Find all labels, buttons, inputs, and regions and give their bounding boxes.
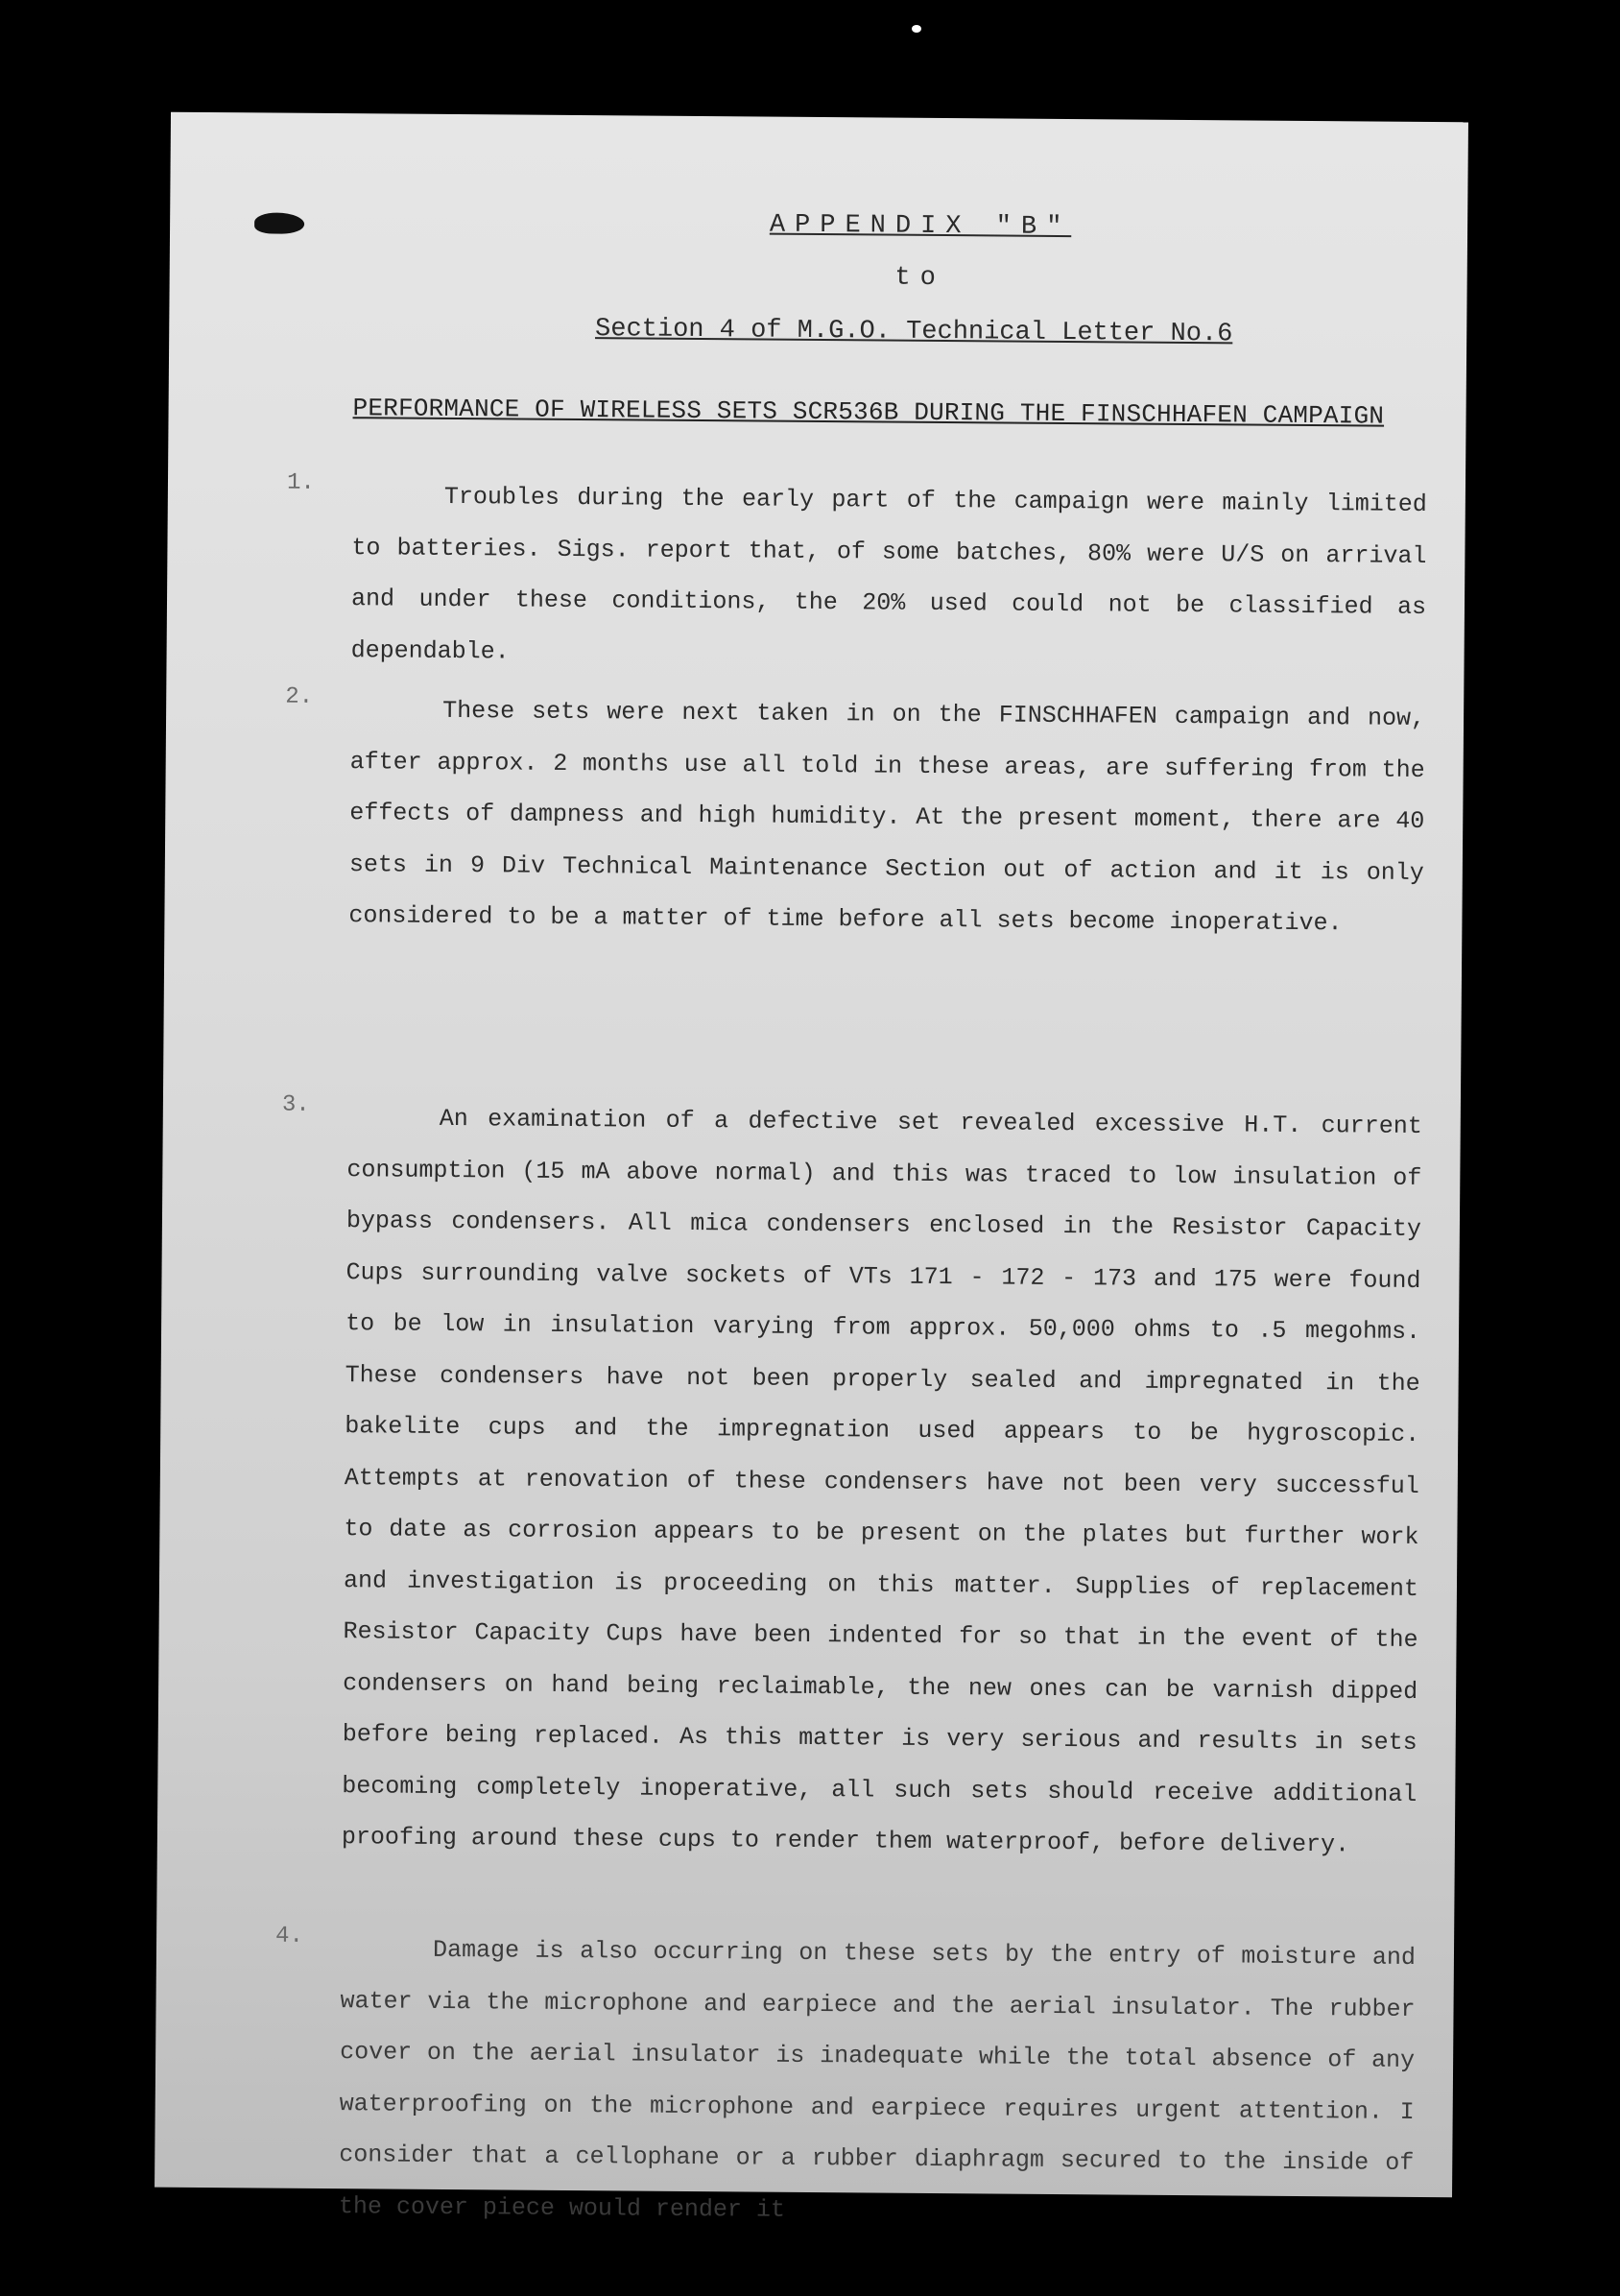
document-page <box>155 112 1468 2224</box>
heading-to: to <box>894 263 946 294</box>
document-title: PERFORMANCE OF WIRELESS SETS SCR536B DURING THE FINSCHHAFEN CAMPAIGN <box>352 394 1385 431</box>
section-reference: Section 4 of M.G.O. Technical Letter No.6 <box>594 315 1233 349</box>
paragraph-number: 2. <box>285 683 314 710</box>
appendix-heading: APPENDIX "B" <box>769 210 1072 243</box>
paragraph-body: An examination of a defective set revealed excessive H.T. current consumption (15 mA above normal) and this was traced to low insulation of bypass condensers. All mica condensers enclosed in the Resistor Capacity Cups surrounding valve sockets of VTs 171 - 172 - 173 and 175 were found to be low in insulation varying from approx. 50,000 ohms to .5 megohms. These condensers have not been properly sealed and impregnated in the bakelite cups and the impregnation used appears to be hygroscopic. Attempts at renovation of these condensers have not been very successful to date as corrosion appears to be present on the plates but further work and investigation is proceeding on this matter. Supplies of replacement Resistor Capacity Cups have been indented for so that in the event of the condensers on hand being reclaimable, the new ones can be varnish dipped before being replaced. As this matter is very serious and results in sets becoming completely inoperative, all such sets should receive additional proofing around these cups to render them waterproof, before delivery. <box>341 1104 1422 1859</box>
paragraph-body: Damage is also occurring on these sets by the entry of moisture and water via the microphone and earpiece and the aerial insulator. The rubber cover on the aerial insulator is inadequate while the total absence of any waterproofing on the microphone and earpiece requires urgent attention. I consider that a cellophane or a rubber diaphragm secured to the inside of the cover piece would render it <box>338 1935 1417 2224</box>
paragraph-body: Troubles during the early part of the campaign were mainly limited to batteries. Sigs. report that, of some batches, 80% were U/S on arrival and under these conditions, the 20% used could not be classified as dependable. <box>350 482 1427 665</box>
film-speck <box>912 25 921 33</box>
paragraph-number: 4. <box>274 1923 304 1949</box>
paragraph-body: These sets were next taken in on the FINSCHHAFEN campaign and now, after approx. 2 months use all told in these areas, are suffering from the effects of dampness and high humidity. At the present moment, there are 40 sets in 9 Div Technical Maintenance Section out of action and it is only considered to be a matter of time before all sets become inoperative. <box>348 696 1426 938</box>
paragraph-number: 3. <box>281 1091 310 1118</box>
paragraph-number: 1. <box>286 469 315 496</box>
